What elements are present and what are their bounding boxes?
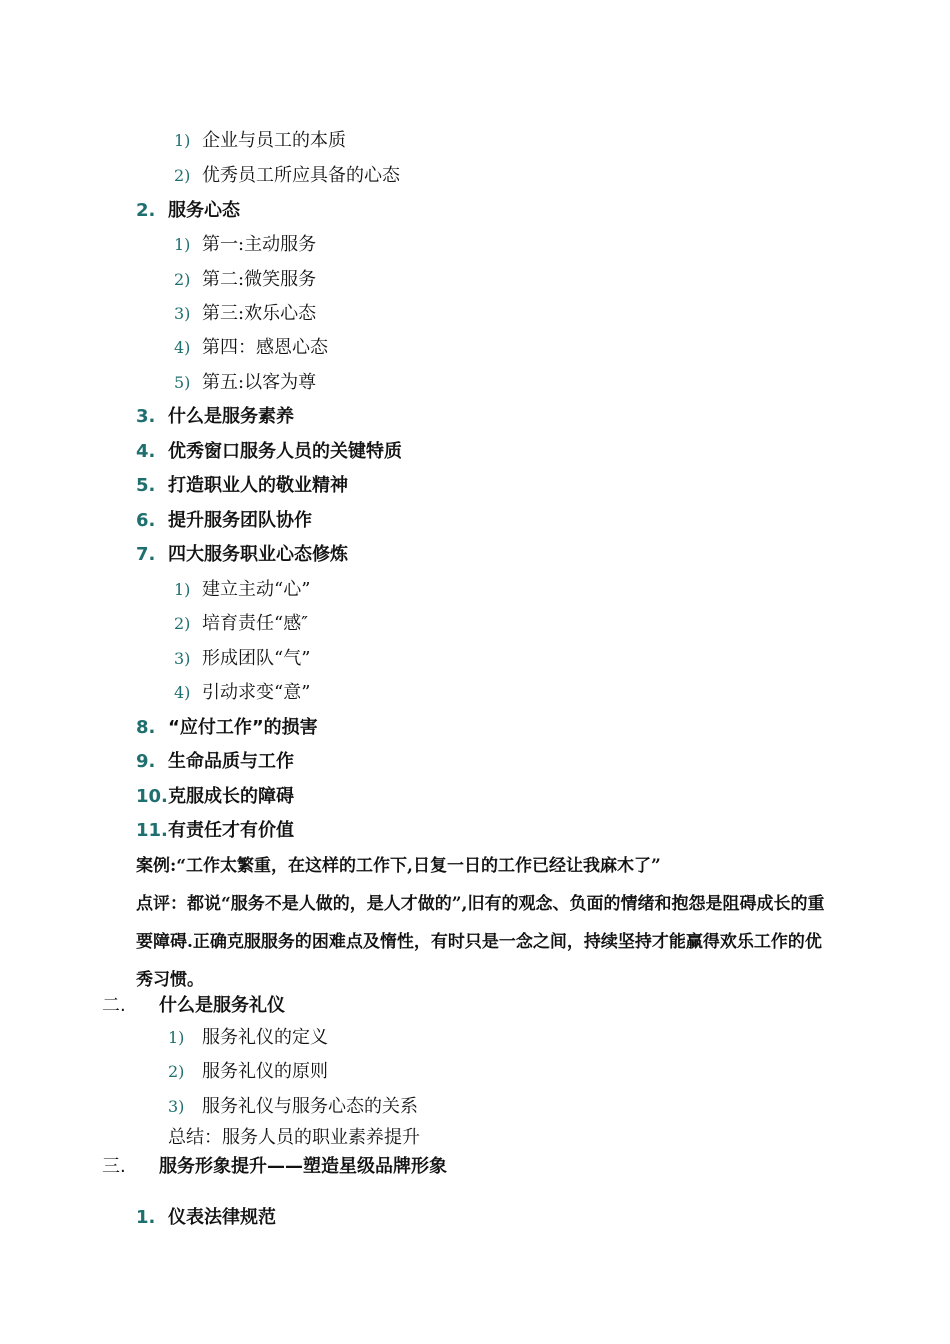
item-text: 服务礼仪的定义: [202, 1027, 328, 1048]
item-number: 1): [168, 1028, 185, 1047]
item-number: 3.: [136, 406, 156, 427]
item-number: 1.: [136, 1207, 156, 1228]
item-text: 克服成长的障碍: [168, 786, 294, 807]
section-number: 三.: [102, 1156, 126, 1177]
item-text: 优秀窗口服务人员的关键特质: [168, 441, 402, 462]
item-number: 11.: [136, 820, 168, 841]
item-text: 第三:欢乐心态: [202, 303, 317, 324]
item-text: 企业与员工的本质: [202, 130, 346, 151]
item-text: 服务礼仪的原则: [202, 1061, 328, 1082]
item-text: 培育责任“感″: [202, 613, 308, 634]
item-number: 2): [174, 270, 191, 289]
item-text: 第一:主动服务: [202, 234, 317, 255]
item-text: 第二:微笑服务: [202, 269, 317, 290]
item-text: 有责任才有价值: [168, 820, 294, 841]
item-text: 服务礼仪与服务心态的关系: [202, 1096, 418, 1117]
section-number: 二.: [102, 995, 126, 1016]
item-text: 第四：感恩心态: [202, 337, 328, 358]
section-title: 服务形象提升——塑造星级品牌形象: [159, 1156, 447, 1177]
item-text: 生命品质与工作: [168, 751, 294, 772]
item-number: 5.: [136, 475, 156, 496]
item-number: 3): [174, 304, 191, 323]
item-number: 9.: [136, 751, 156, 772]
item-text: 优秀员工所应具备的心态: [202, 165, 400, 186]
summary-text: 总结：服务人员的职业素养提升: [168, 1127, 420, 1148]
item-text: 建立主动“心”: [202, 579, 311, 600]
item-number: 5): [174, 373, 191, 392]
item-number: 10.: [136, 786, 168, 807]
case-block: [136, 847, 836, 999]
item-text: 四大服务职业心态修炼: [168, 544, 348, 565]
item-number: 2): [168, 1062, 185, 1081]
case-comment: 点评：都说“服务不是人做的，是人才做的”,旧有的观念、负面的情绪和抱怨是阻碍成长的重要障碍.正确克服服务的困难点及惰性，有时只是一念之间，持续坚持才能赢得欢乐工作的优秀习惯。: [136, 894, 825, 990]
case-text: 案例:“工作太繁重，在这样的工作下,日复一日的工作已经让我麻木了”: [136, 856, 661, 876]
item-number: 4): [174, 338, 191, 357]
item-number: 1): [174, 235, 191, 254]
item-number: 4.: [136, 441, 156, 462]
item-text: 仪表法律规范: [168, 1207, 276, 1228]
item-text: 引动求变“意”: [202, 682, 311, 703]
item-number: 2): [174, 614, 191, 633]
item-number: 7.: [136, 544, 156, 565]
item-text: 形成团队“气”: [202, 648, 311, 669]
item-text: 什么是服务素养: [168, 406, 294, 427]
item-number: 3): [174, 649, 191, 668]
item-number: 1): [174, 580, 191, 599]
item-number: 4): [174, 683, 191, 702]
item-number: 6.: [136, 510, 156, 531]
item-text: 第五:以客为尊: [202, 372, 317, 393]
item-number: 8.: [136, 717, 156, 738]
item-text: 打造职业人的敬业精神: [168, 475, 348, 496]
item-text: “应付工作”的损害: [168, 717, 318, 738]
item-text: 提升服务团队协作: [168, 510, 312, 531]
item-number: 3): [168, 1097, 185, 1116]
item-text: 服务心态: [168, 200, 240, 221]
item-number: 1): [174, 131, 191, 150]
section-title: 什么是服务礼仪: [159, 995, 285, 1016]
item-number: 2): [174, 166, 191, 185]
item-number: 2.: [136, 200, 156, 221]
